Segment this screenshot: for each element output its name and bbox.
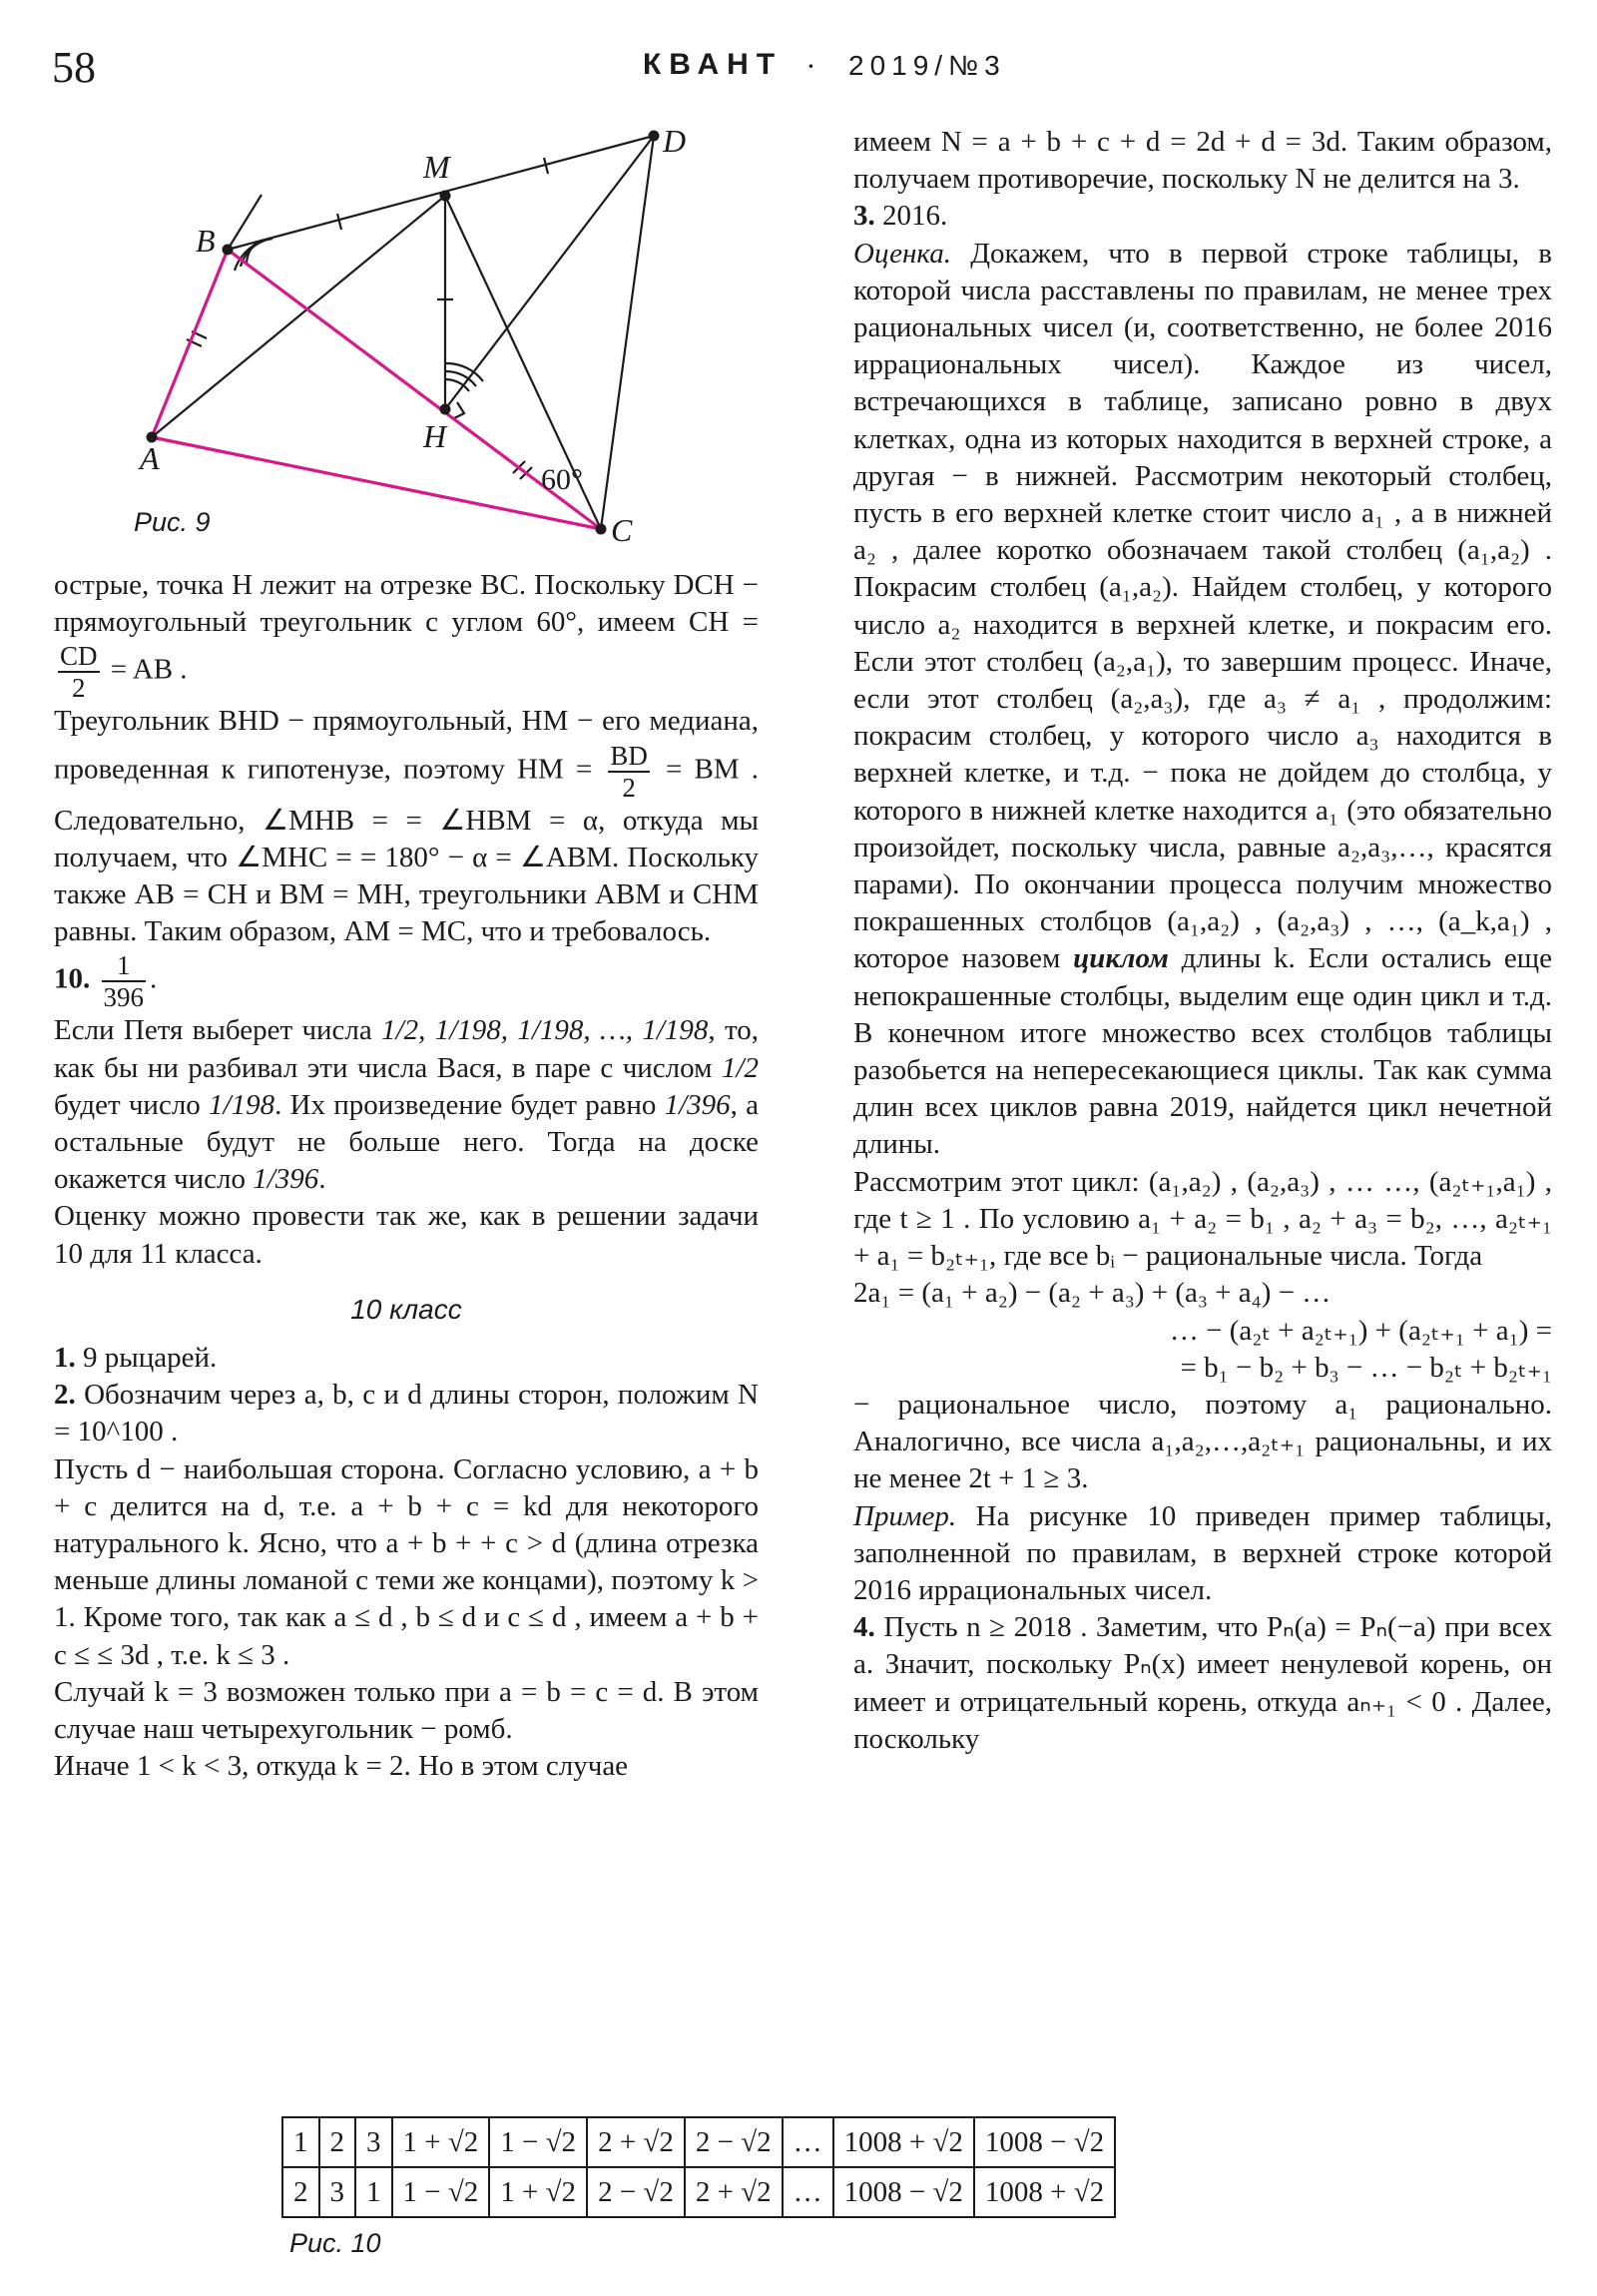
paragraph: Пусть d − наибольшая сторона. Согласно условию, a + b + c делится на d, т.е. a + b + c = kd для некоторого натурального k. Ясно, что a + b + + c > d (длина отрезка меньше длины ломаной с теми же концами), поэтому k > 1. Кроме того, так как a ≤ d , b ≤ d и c ≤ d , имеем a + b + c ≤ ≤ 3d , т.е. k ≤ 3 . — [54, 1452, 759, 1671]
table-cell: 1 + √2 — [392, 2117, 490, 2167]
table-cell: 1008 − √2 — [833, 2167, 974, 2217]
answer-2: 2. Обозначим через a, b, c и d длины сторон, положим N = 10^100 . — [54, 1379, 759, 1448]
table-cell: 1008 − √2 — [974, 2117, 1115, 2167]
left-column — [54, 567, 759, 1785]
label-angle-60: 60° — [541, 463, 583, 496]
section-heading: 10 класс — [350, 1293, 462, 1325]
paragraph: Треугольник BHD − прямоугольный, HM − его медиана, проведенная к гипотенузе, поэтому HM = $\frac{BD}{2}$ = BM . Следовательно, ∠MHB = = ∠HBM = α, откуда мы получаем, что ∠MHC = = 180° − α = ∠ABM. Поскольку также AB = CH и BM = MH, треугольники ABM и CHM равны. Таким образом, AM = MC, что и требовалось. — [54, 705, 760, 948]
right-column — [853, 124, 1552, 1758]
paragraph: Рассмотрим этот цикл: (a₁,a₂) , (a₂,a₃) , … …, (a₂ₜ₊₁,a₁) , где t ≥ 1 . По условию a₁ + a₂ = b₁ , a₂ + a₃ = b₂, …, a₂ₜ₊₁ + a₁ = b₂ₜ₊₁, где все bᵢ − рациональные числа. Тогда — [853, 1165, 1552, 1273]
table-cell: 2 + √2 — [587, 2117, 685, 2167]
table-cell: 2 — [282, 2167, 319, 2217]
fraction: $\frac{BD}{2}$ — [610, 740, 648, 803]
equation-line: 2a₁ = (a₁ + a₂) − (a₂ + a₃) + (a₃ + a₄) − … — [853, 1277, 1331, 1310]
table-cell: … — [783, 2167, 833, 2217]
table-cell: … — [783, 2117, 833, 2167]
issue-number: 2019/№3 — [848, 50, 1006, 81]
label-M: M — [423, 149, 450, 185]
segment-AC — [152, 437, 601, 529]
fraction: $\frac{CD}{2}$ — [60, 641, 98, 704]
answer-3: 3. 2016. — [853, 200, 948, 233]
table-cell: 2 − √2 — [587, 2167, 685, 2217]
answer-1: 1. 9 рыцарей. — [54, 1342, 218, 1375]
table-cell: 3 — [319, 2167, 356, 2217]
paragraph: имеем N = a + b + c + d = 2d + d = 3d. Таким образом, получаем противоречие, поскольку N не делится на 3. — [853, 126, 1552, 196]
equation-line: = b₁ − b₂ + b₃ − … − b₂ₜ + b₂ₜ₊₁ — [1180, 1351, 1552, 1384]
table-cell: 1 − √2 — [392, 2167, 490, 2217]
label-C: C — [611, 512, 633, 548]
figure-10-caption: Рис. 10 — [289, 2228, 381, 2258]
fraction: $\frac{1}{396}$ — [103, 950, 144, 1013]
table-cell: 1008 + √2 — [833, 2117, 974, 2167]
table-cell: 1 — [282, 2117, 319, 2167]
paragraph: Оценку можно провести так же, как в решении задачи 10 для 11 класса. — [54, 1200, 759, 1270]
point-B — [223, 245, 234, 256]
table-cell: 2 — [319, 2117, 356, 2167]
label-A: A — [140, 440, 160, 476]
paragraph: острые, точка H лежит на отрезке BC. Поскольку DCH − прямоугольный треугольник с углом 60°, имеем CH = $\frac{CD}{2}$ = AB . — [54, 569, 760, 704]
paragraph: Если Петя выберет числа 1/2, 1/198, 1/198, …, 1/198, то, как бы ни разбивал эти числа Вася, в паре с числом 1/2 будет число 1/198. Их произведение будет равно 1/396, а остальные будут не больше него. Тогда на доске окажется число 1/396. — [54, 1014, 760, 1196]
table-cell: 1 + √2 — [489, 2167, 587, 2217]
point-C — [596, 524, 607, 535]
table-cell: 2 + √2 — [685, 2167, 783, 2217]
page-number: 58 — [52, 43, 96, 92]
label-H: H — [423, 418, 447, 454]
table-cell: 1 − √2 — [489, 2117, 587, 2167]
point-H — [440, 404, 451, 415]
table-cell: 2 − √2 — [685, 2117, 783, 2167]
header-separator: · — [806, 50, 815, 83]
paragraph: Пример. На рисунке 10 приведен пример таблицы, заполненной по правилам, в верхней строке которой 2016 иррациональных чисел. — [853, 1499, 1553, 1606]
segment-AB — [152, 250, 228, 437]
table-row — [282, 2117, 1115, 2167]
figure-9-caption: Рис. 9 — [134, 507, 211, 537]
table-cell: 3 — [355, 2117, 392, 2167]
paragraph: Случай k = 3 возможен только при a = b = c = d. В этом случае наш четырехугольник − ромб. — [54, 1675, 759, 1746]
paragraph: − рациональное число, поэтому a₁ рационально. Аналогично, все числа a₁,a₂,…,a₂ₜ₊₁ рациональны, и их не менее 2t + 1 ≥ 3. — [853, 1388, 1552, 1495]
label-B: B — [196, 223, 216, 259]
paragraph: Оценка. Докажем, что в первой строке таблицы, в которой числа расставлены по правилам, не менее трех рациональных чисел (и, соответственно, не более 2016 иррациональных чисел). Каждое из чисел, встречающихся в таблице, записано ровно в двух клетках, одна из которых находится в верхней строке, а другая − в нижней. Рассмотрим некоторый столбец, пусть в его верхней клетке стоит число a₁ , а в нижней a₂ , далее коротко обозначаем такой столбец (a₁,a₂) . Покрасим столбец (a₁,a₂). Найдем столбец, у которого число a₂ находится в верхней клетке, и покрасим его. Если этот столбец (a₂,a₁), то завершим процесс. Иначе, если этот столбец (a₂,a₃), где a₃ ≠ a₁ , продолжим: покрасим столбец, у которого число a₃ находится в верхней клетке, и т.д. − пока не дойдем до столбца, у которого в нижней клетке находится a₁ (это обязательно произойдет, поскольку числа, равные a₂,a₃,…, красятся парами). По окончании процесса получим множество покрашенных столбцов (a₁,a₂) , (a₂,a₃) , …, (a_k,a₁) , которое назовем циклом длины k. Если остались еще непокрашенные столбцы, выделим еще один цикл и т.д. В конечном итоге множество всех столбцов таблицы разобьется на непересекающиеся циклы. Так как сумма длин всех циклов равна 2019, найдется цикл нечетной длины. — [853, 237, 1553, 1161]
table-row — [282, 2167, 1115, 2217]
answer-4: 4. Пусть n ≥ 2018 . Заметим, что Pₙ(a) = Pₙ(−a) при всех a. Значит, поскольку Pₙ(x) имеет ненулевой корень, он имеет и отрицательный корень, откуда aₙ₊₁ < 0 . Далее, поскольку — [853, 1611, 1552, 1755]
answer-10: 10. $\frac{1}{396}$ . — [54, 950, 158, 1013]
journal-title: КВАНТ — [643, 48, 784, 81]
figure-9-diagram — [0, 0, 798, 559]
table-cell: 1008 + √2 — [974, 2167, 1115, 2217]
figure-10-table — [281, 2116, 1116, 2218]
paragraph: Иначе 1 < k < 3, откуда k = 2. Но в этом случае — [54, 1750, 629, 1783]
point-M — [440, 191, 451, 202]
equation-line: … − (a₂ₜ + a₂ₜ₊₁) + (a₂ₜ₊₁ + a₁) = — [1169, 1314, 1552, 1347]
point-D — [649, 131, 660, 142]
label-D: D — [663, 123, 687, 159]
table-cell: 1 — [355, 2167, 392, 2217]
